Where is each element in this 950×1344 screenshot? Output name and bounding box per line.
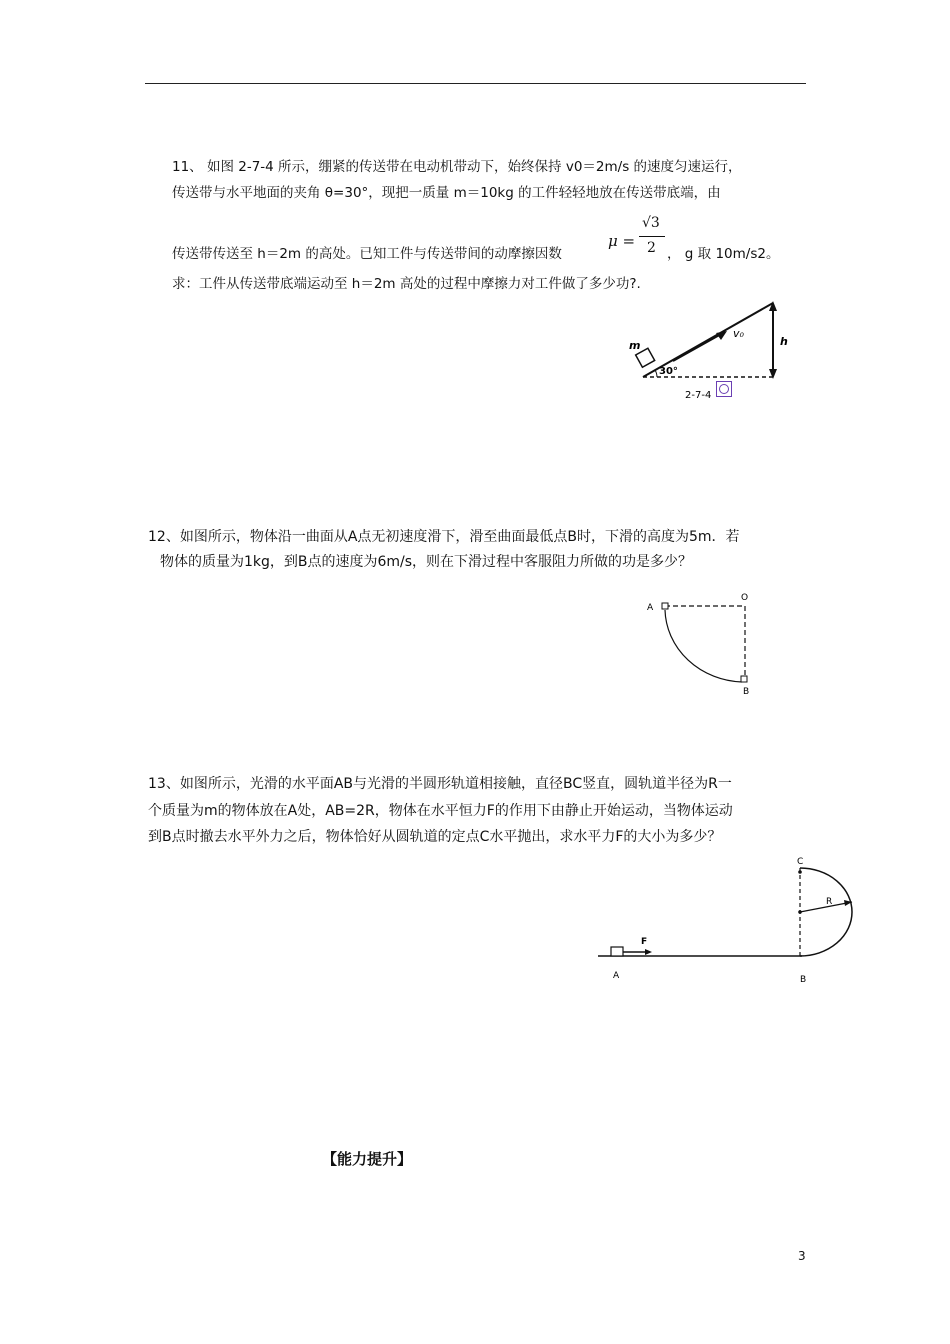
semicircle-track [800, 868, 852, 956]
point-c-dot [798, 870, 802, 874]
mu-denominator: 2 [647, 240, 656, 256]
problem-11-line-4: 求：工件从传送带底端运动至 h＝2m 高处的过程中摩擦力对工件做了多少功?. [172, 276, 641, 292]
problem-11-line-3b: ， g 取 10m/s2。 [667, 246, 780, 262]
mass-label: m [629, 339, 641, 352]
label-b: B [743, 687, 750, 697]
mu-symbol: μ = [608, 232, 636, 250]
point-b-marker [741, 676, 747, 682]
label-a: A [647, 603, 654, 613]
problem-11-line-2: 传送带与水平地面的夹角 θ=30°，现把一质量 m＝10kg 的工件轻轻地放在传送带底端，由 [172, 185, 721, 201]
label-f: F [641, 937, 648, 947]
label-b: B [800, 975, 807, 985]
label-o: O [741, 593, 749, 603]
curved-surface [665, 610, 742, 682]
point-a-marker [662, 603, 668, 609]
problem-13-line-2: 个质量为m的物体放在A处，AB=2R，物体在水平恒力F的作用下由静止开始运动，当物体运动 [148, 803, 733, 819]
force-arrow-head [645, 949, 652, 955]
problem-13-line-3: 到B点时撤去水平外力之后，物体恰好从圆轨道的定点C水平抛出，求水平力F的大小为多少？ [148, 829, 722, 845]
figure-caption: 2-7-4 [685, 390, 712, 401]
info-icon [716, 381, 732, 397]
page-number: 3 [798, 1249, 806, 1263]
angle-arc [655, 370, 657, 377]
angle-label: 30° [659, 366, 678, 377]
label-a: A [613, 971, 620, 981]
velocity-label: v₀ [733, 327, 744, 340]
section-title: 【能力提升】 [322, 1150, 413, 1168]
conveyor-figure [615, 295, 795, 405]
label-c: C [797, 857, 804, 867]
mu-numerator: √3 [642, 215, 660, 231]
height-label: h [780, 335, 788, 348]
curve-figure [640, 588, 770, 698]
velocity-arrow-line [673, 333, 723, 361]
center-point [798, 910, 802, 914]
problem-13-line-1: 13、如图所示，光滑的水平面AB与光滑的半圆形轨道相接触，直径BC竖直，圆轨道半径为R一 [148, 776, 732, 792]
problem-11-line-3a: 传送带传送至 h＝2m 的高处。已知工件与传送带间的动摩擦因数 [172, 246, 562, 262]
header-rule [145, 83, 806, 84]
mu-fraction-bar [639, 236, 665, 237]
semicircle-track-figure [590, 852, 870, 992]
label-r: R [826, 897, 833, 907]
height-arrow-up [769, 301, 777, 311]
block-a [611, 947, 623, 956]
problem-12-line-1: 12、如图所示，物体沿一曲面从A点无初速度滑下，滑至曲面最低点B时，下滑的高度为5m．若 [148, 529, 740, 545]
problem-11-line-1: 11、 如图 2-7-4 所示，绷紧的传送带在电动机带动下，始终保持 v0＝2m/s 的速度匀速运行， [172, 159, 742, 175]
problem-12-line-2: 物体的质量为1kg，到B点的速度为6m/s，则在下滑过程中客服阻力所做的功是多少？ [160, 554, 693, 570]
